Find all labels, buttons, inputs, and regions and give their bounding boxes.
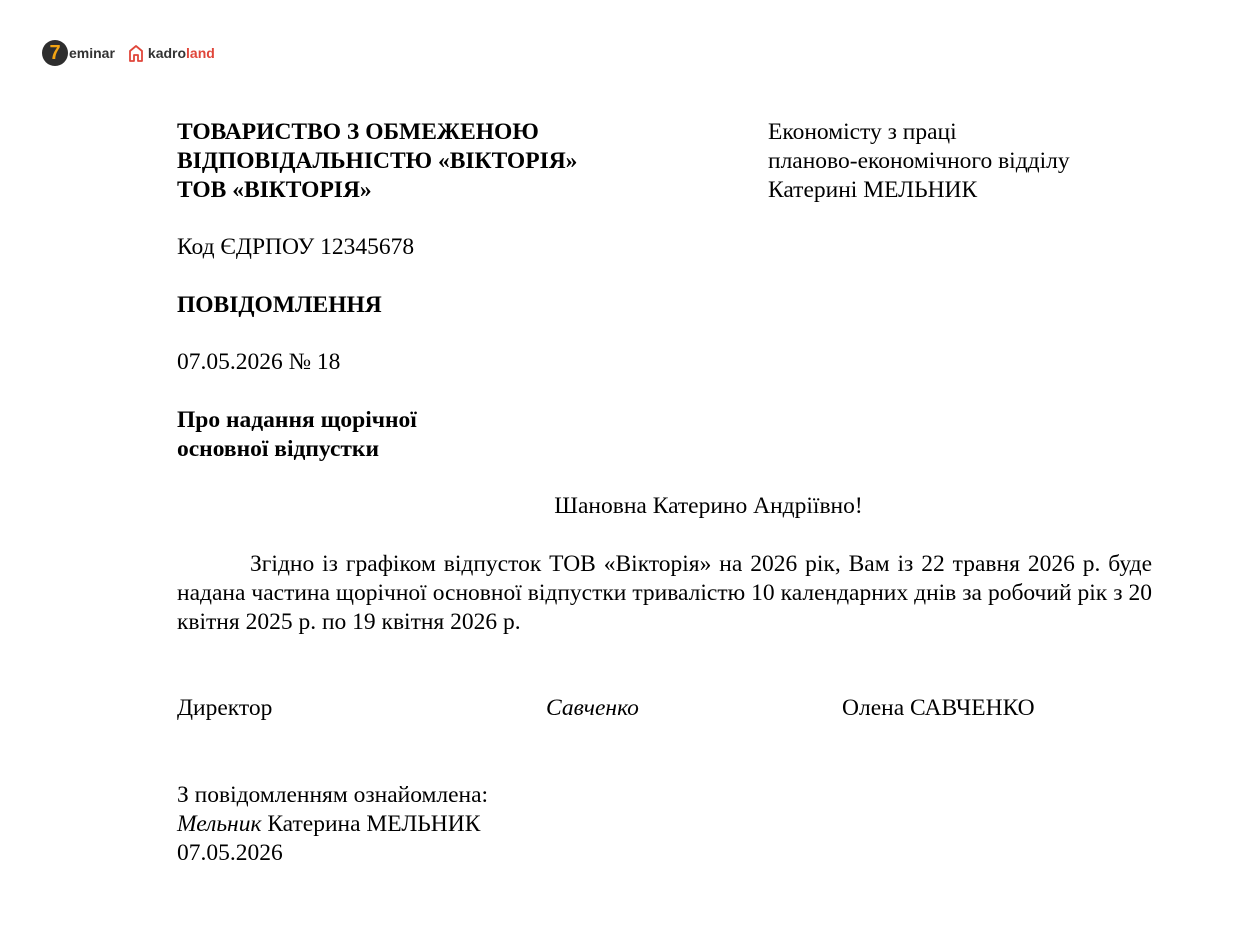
organization-name	[177, 118, 577, 205]
seminar-logo-text: eminar	[69, 44, 115, 61]
edrpou-code: Код ЄДРПОУ 12345678	[177, 234, 415, 260]
org-line: ВІДПОВІДАЛЬНІСТЮ «ВІКТОРІЯ»	[177, 148, 578, 174]
acknowledgement-date: 07.05.2026	[177, 840, 283, 866]
subject-line: основної відпустки	[177, 436, 379, 462]
kadroland-logo-land: land	[186, 44, 215, 61]
acknowledgement-block	[177, 781, 488, 868]
house-icon	[128, 44, 144, 62]
recipient-block	[768, 118, 1070, 205]
kadroland-logo	[128, 39, 215, 68]
org-line: ТОВ «ВІКТОРІЯ»	[177, 177, 372, 203]
document-subject	[177, 406, 417, 464]
header-logos	[42, 38, 215, 68]
salutation: Шановна Катерино Андріївно!	[554, 493, 863, 519]
kadroland-logo-kadro: kadro	[147, 44, 187, 61]
org-line: ТОВАРИСТВО З ОБМЕЖЕНОЮ	[177, 119, 539, 145]
handwritten-signature: Савченко	[546, 695, 639, 721]
document-date-number: 07.05.2026 № 18	[177, 349, 341, 375]
recipient-line: Економісту з праці	[768, 119, 957, 145]
acknowledgement-name: Катерина МЕЛЬНИК	[261, 811, 481, 837]
body-paragraph	[177, 550, 1152, 637]
recipient-line: Катерині МЕЛЬНИК	[768, 177, 978, 203]
subject-line: Про надання щорічної	[177, 407, 417, 433]
body-text: Згідно із графіком відпусток ТОВ «Вікторія» на 2026 рік, Вам із 22 травня 2026 р. буде надана частина щорічної основної відпустки тривалістю 10 календарних днів за робочий рік з 20 квітня 2025 р. по 19 квітня 2026 р.	[177, 551, 1152, 635]
signatory-position: Директор	[177, 695, 273, 721]
document-type: ПОВІДОМЛЕННЯ	[177, 292, 382, 318]
acknowledgement-signature-line	[177, 810, 488, 839]
seminar-badge-icon: 7	[42, 40, 68, 66]
seminar-logo	[42, 39, 115, 68]
recipient-line: планово-економічного відділу	[768, 148, 1070, 174]
acknowledgement-signature: Мельник	[177, 811, 262, 837]
acknowledgement-label: З повідомленням ознайомлена:	[177, 782, 489, 808]
signatory-name: Олена САВЧЕНКО	[842, 695, 1035, 721]
